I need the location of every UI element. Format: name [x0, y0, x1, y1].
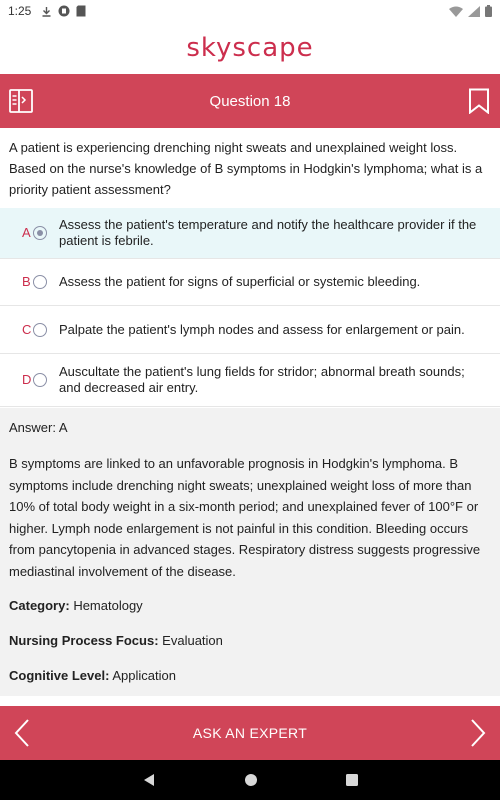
- answer-line: Answer: A: [9, 420, 68, 435]
- category-label: Category:: [9, 598, 70, 613]
- option-a[interactable]: [0, 208, 500, 259]
- bookmark-icon[interactable]: [466, 88, 492, 114]
- radio-icon[interactable]: [33, 373, 47, 387]
- battery-icon: [485, 5, 492, 17]
- nursing-focus-row: [9, 633, 223, 648]
- bottom-navigation-bar: [0, 706, 500, 760]
- radio-icon[interactable]: [33, 275, 47, 289]
- previous-arrow-icon[interactable]: [10, 718, 34, 748]
- system-navigation-bar: [0, 760, 500, 800]
- option-letter: A: [22, 225, 31, 240]
- question-text: A patient is experiencing drenching night sweats and unexplained weight loss. Based on the nurse's knowledge of B symptoms in Hodgkin's lymphoma; what is a priority patient assessment?: [9, 140, 483, 197]
- app-logo: skyscape: [186, 33, 314, 63]
- option-letter: C: [22, 321, 32, 337]
- option-text: Palpate the patient's lymph nodes and assess for enlargement or pain.: [59, 321, 465, 337]
- option-text: Assess the patient's temperature and notify the healthcare provider if the patient is febrile.: [59, 217, 477, 248]
- status-time: 1:25: [8, 4, 32, 18]
- status-bar: [0, 0, 500, 22]
- answer-options: [0, 208, 500, 407]
- cognitive-level-value: Application: [112, 668, 176, 683]
- home-icon[interactable]: [244, 773, 258, 787]
- radio-selected-icon[interactable]: [33, 226, 47, 240]
- answer-explanation: B symptoms are linked to an unfavorable prognosis in Hodgkin's lymphoma. B symptoms include drenching night sweats; unexplained weight loss of more than 10% of total body weight in a six-month period; and unexplained fever of 100°F or higher. Lymph node enlargement is not painful in this condition. Bleeding occurs from pancytopenia in advanced stages. Respiratory distress suggests progressive mediastinal involvement of the disease.: [9, 456, 481, 579]
- wifi-icon: [449, 6, 463, 17]
- ask-expert-button[interactable]: ASK AN EXPERT: [192, 725, 308, 741]
- option-b[interactable]: [0, 259, 500, 306]
- book-menu-icon[interactable]: [8, 88, 34, 114]
- option-letter: B: [22, 274, 31, 289]
- answer-panel: [0, 408, 500, 696]
- question-header: [0, 74, 500, 128]
- download-icon: [41, 6, 52, 17]
- category-value: Hematology: [73, 598, 143, 613]
- option-text: Auscultate the patient's lung fields for stridor; abnormal breath sounds; and decreased air entry.: [59, 364, 465, 395]
- back-icon[interactable]: [142, 773, 156, 787]
- app-logo-bar: [0, 22, 500, 74]
- option-letter: D: [22, 372, 32, 387]
- cognitive-level-row: [9, 668, 176, 683]
- category-row: [9, 598, 143, 613]
- nursing-focus-value: Evaluation: [162, 633, 223, 648]
- option-d[interactable]: [0, 354, 500, 407]
- app-notification-icon: [58, 5, 70, 17]
- recents-icon[interactable]: [346, 774, 358, 786]
- option-c[interactable]: [0, 306, 500, 354]
- option-text: Assess the patient for signs of superficial or systemic bleeding.: [59, 274, 421, 289]
- sd-card-icon: [76, 5, 86, 17]
- page-title: Question 18: [209, 92, 291, 110]
- signal-icon: [468, 6, 480, 17]
- cognitive-level-label: Cognitive Level:: [9, 668, 110, 683]
- radio-icon[interactable]: [33, 323, 47, 337]
- next-arrow-icon[interactable]: [466, 718, 490, 748]
- nursing-focus-label: Nursing Process Focus:: [9, 633, 159, 648]
